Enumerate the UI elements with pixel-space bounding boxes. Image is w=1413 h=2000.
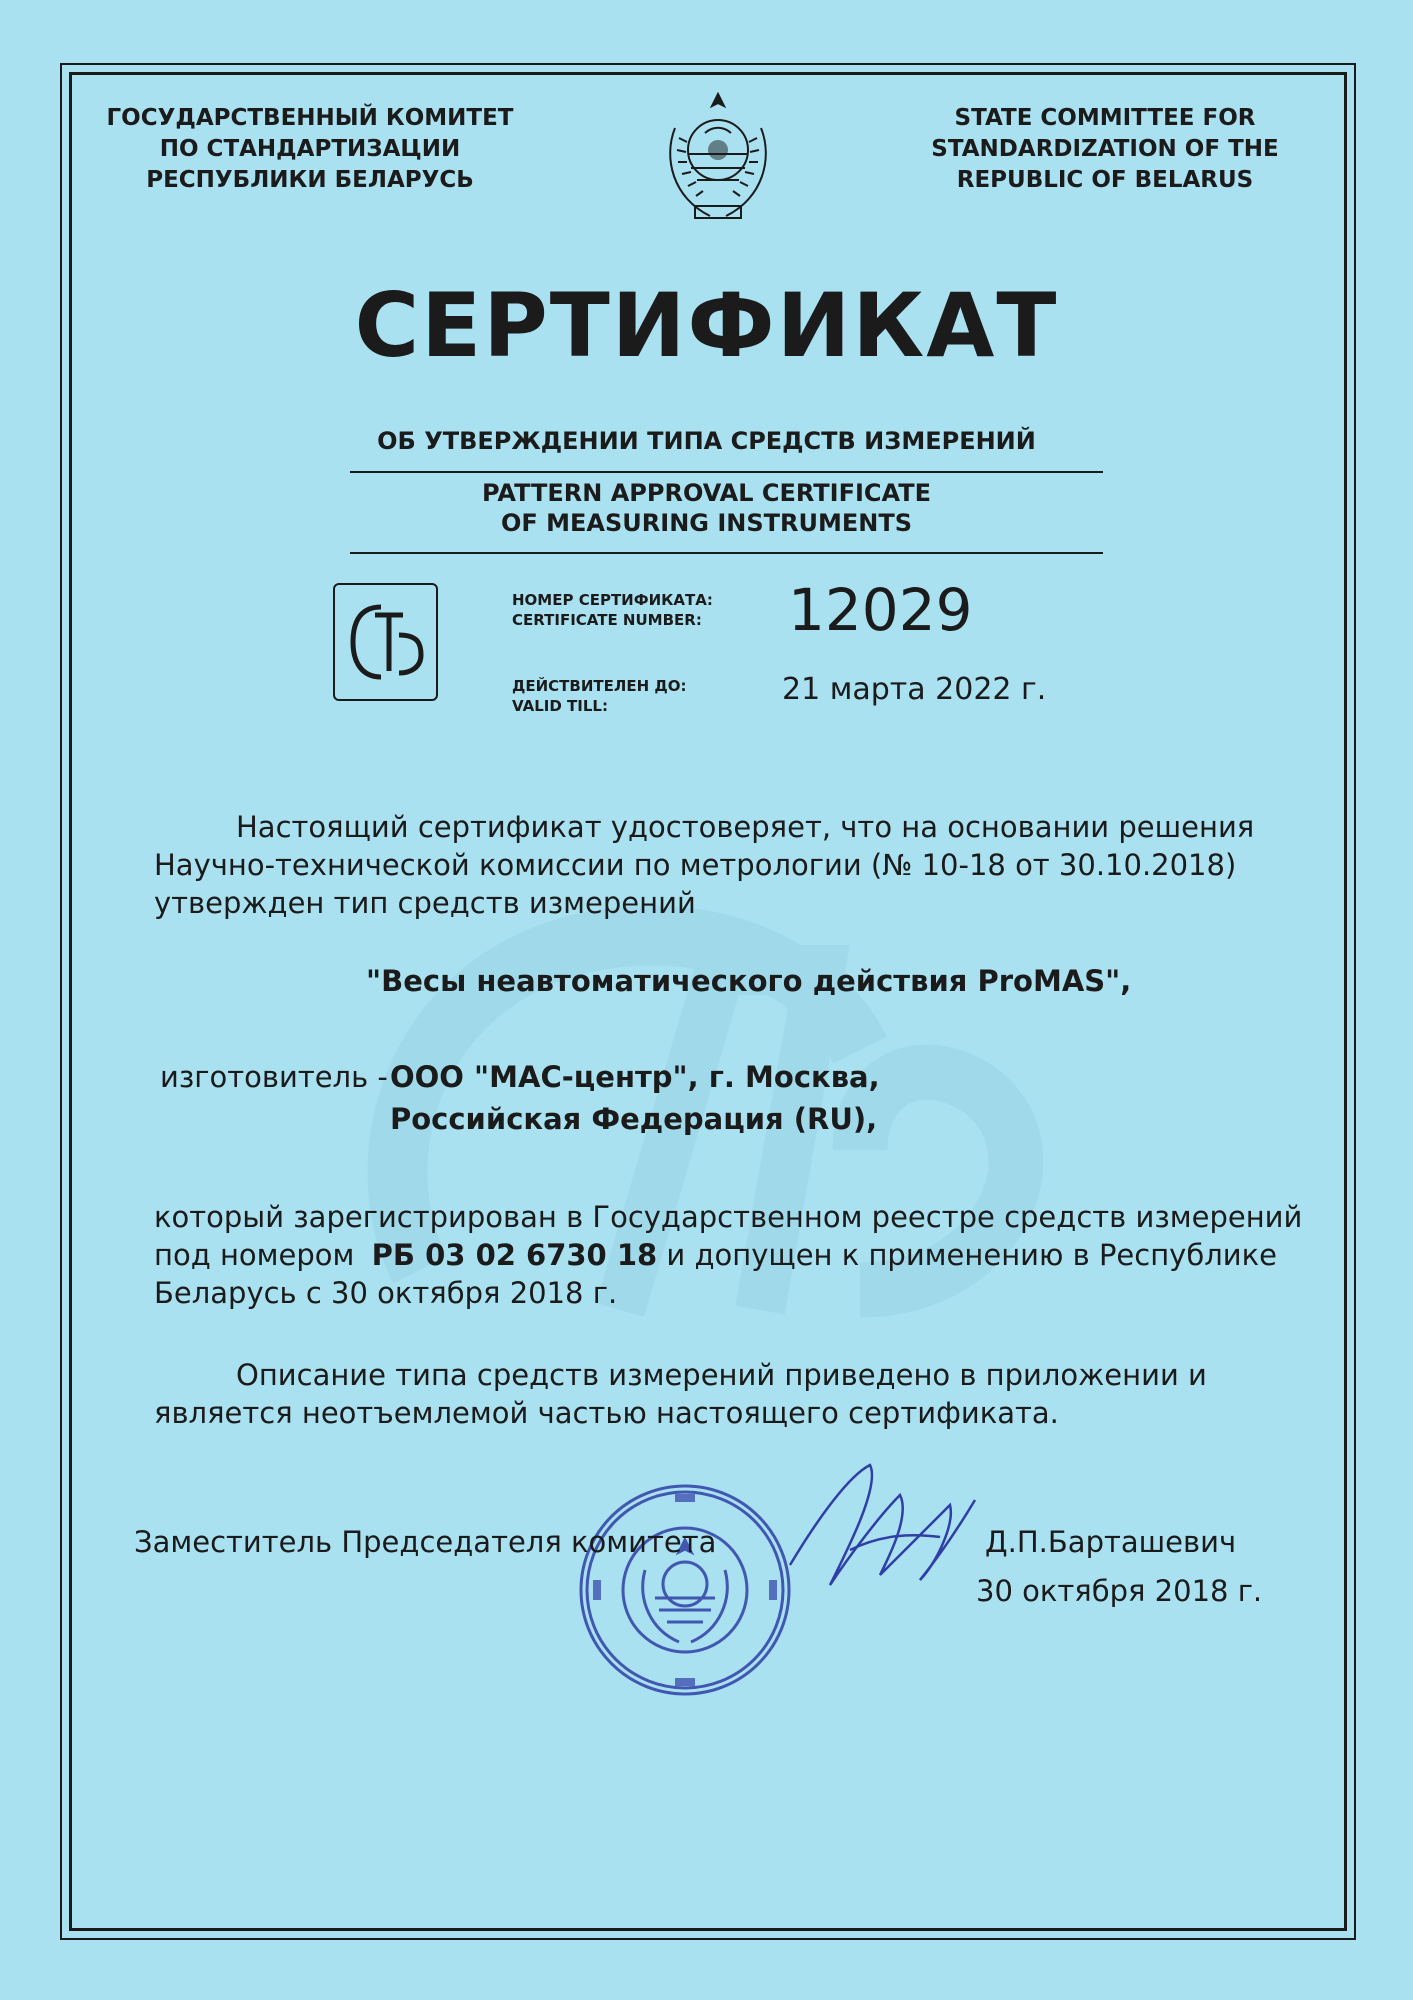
- header-left-line: РЕСПУБЛИКИ БЕЛАРУСЬ: [146, 167, 474, 193]
- body-line: Настоящий сертификат удостоверяет, что на основании решения: [236, 810, 1255, 844]
- instrument-name: "Весы неавтоматического действия ProMAS",: [366, 964, 1132, 998]
- subtitle-en-line: OF MEASURING INSTRUMENTS: [501, 509, 912, 537]
- header-right-line: STANDARDIZATION OF THE: [931, 136, 1279, 162]
- cert-number-value: 12029: [788, 576, 973, 644]
- valid-till-label-ru: ДЕЙСТВИТЕЛЕН ДО:: [512, 677, 687, 695]
- header-right: [890, 103, 1320, 196]
- body-line: Описание типа средств измерений приведено в приложении и: [236, 1358, 1207, 1392]
- subtitle-ru: ОБ УТВЕРЖДЕНИИ ТИПА СРЕДСТВ ИЗМЕРЕНИЙ: [377, 427, 1036, 455]
- header-left-line: ПО СТАНДАРТИЗАЦИИ: [159, 136, 461, 162]
- body-text: под номером: [154, 1238, 355, 1272]
- cert-number-label-en: CERTIFICATE NUMBER:: [512, 611, 702, 629]
- header-right-line: REPUBLIC OF BELARUS: [956, 167, 1254, 193]
- subtitle-en-line: PATTERN APPROVAL CERTIFICATE: [482, 479, 931, 507]
- header-right-line: STATE COMMITTEE FOR: [954, 105, 1256, 131]
- valid-till-label-en: VALID TILL:: [512, 697, 608, 715]
- stb-logo: [333, 583, 438, 701]
- signature-date: 30 октября 2018 г.: [976, 1574, 1263, 1608]
- body-line: [154, 1236, 1277, 1274]
- body-line: Беларусь с 30 октября 2018 г.: [154, 1276, 618, 1310]
- certificate-title: СЕРТИФИКАТ: [354, 274, 1059, 377]
- manufacturer-label: изготовитель -: [160, 1060, 388, 1094]
- valid-till-value: 21 марта 2022 г.: [782, 672, 1047, 707]
- signatory-position: Заместитель Председателя комитета: [134, 1525, 717, 1559]
- header-left-line: ГОСУДАРСТВЕННЫЙ КОМИТЕТ: [106, 105, 514, 131]
- manufacturer-line: Российская Федерация (RU),: [390, 1102, 878, 1136]
- body-line: утвержден тип средств измерений: [154, 886, 696, 920]
- registry-number: РБ 03 02 6730 18: [371, 1238, 658, 1272]
- cert-number-label-ru: НОМЕР СЕРТИФИКАТА:: [512, 591, 713, 609]
- body-line: который зарегистрирован в Государственном реестре средств измерений: [154, 1200, 1303, 1234]
- body-text: и допущен к применению в Республике: [666, 1238, 1277, 1272]
- valid-till-labels: [512, 676, 686, 716]
- handwritten-signature: [760, 1455, 1000, 1625]
- stb-logo-icon: [335, 585, 436, 699]
- divider: [350, 552, 1103, 554]
- header-left: [100, 103, 520, 196]
- body-line: является неотъемлемой частью настоящего сертификата.: [154, 1396, 1059, 1430]
- body-line: Научно-технической комиссии по метрологии (№ 10-18 от 30.10.2018): [154, 848, 1237, 882]
- cert-number-labels: [512, 590, 713, 630]
- divider: [350, 471, 1103, 473]
- belarus-emblem-icon: [655, 88, 781, 228]
- signatory-name: Д.П.Барташевич: [985, 1525, 1237, 1559]
- manufacturer-line: ООО "МАС-центр", г. Москва,: [390, 1060, 880, 1094]
